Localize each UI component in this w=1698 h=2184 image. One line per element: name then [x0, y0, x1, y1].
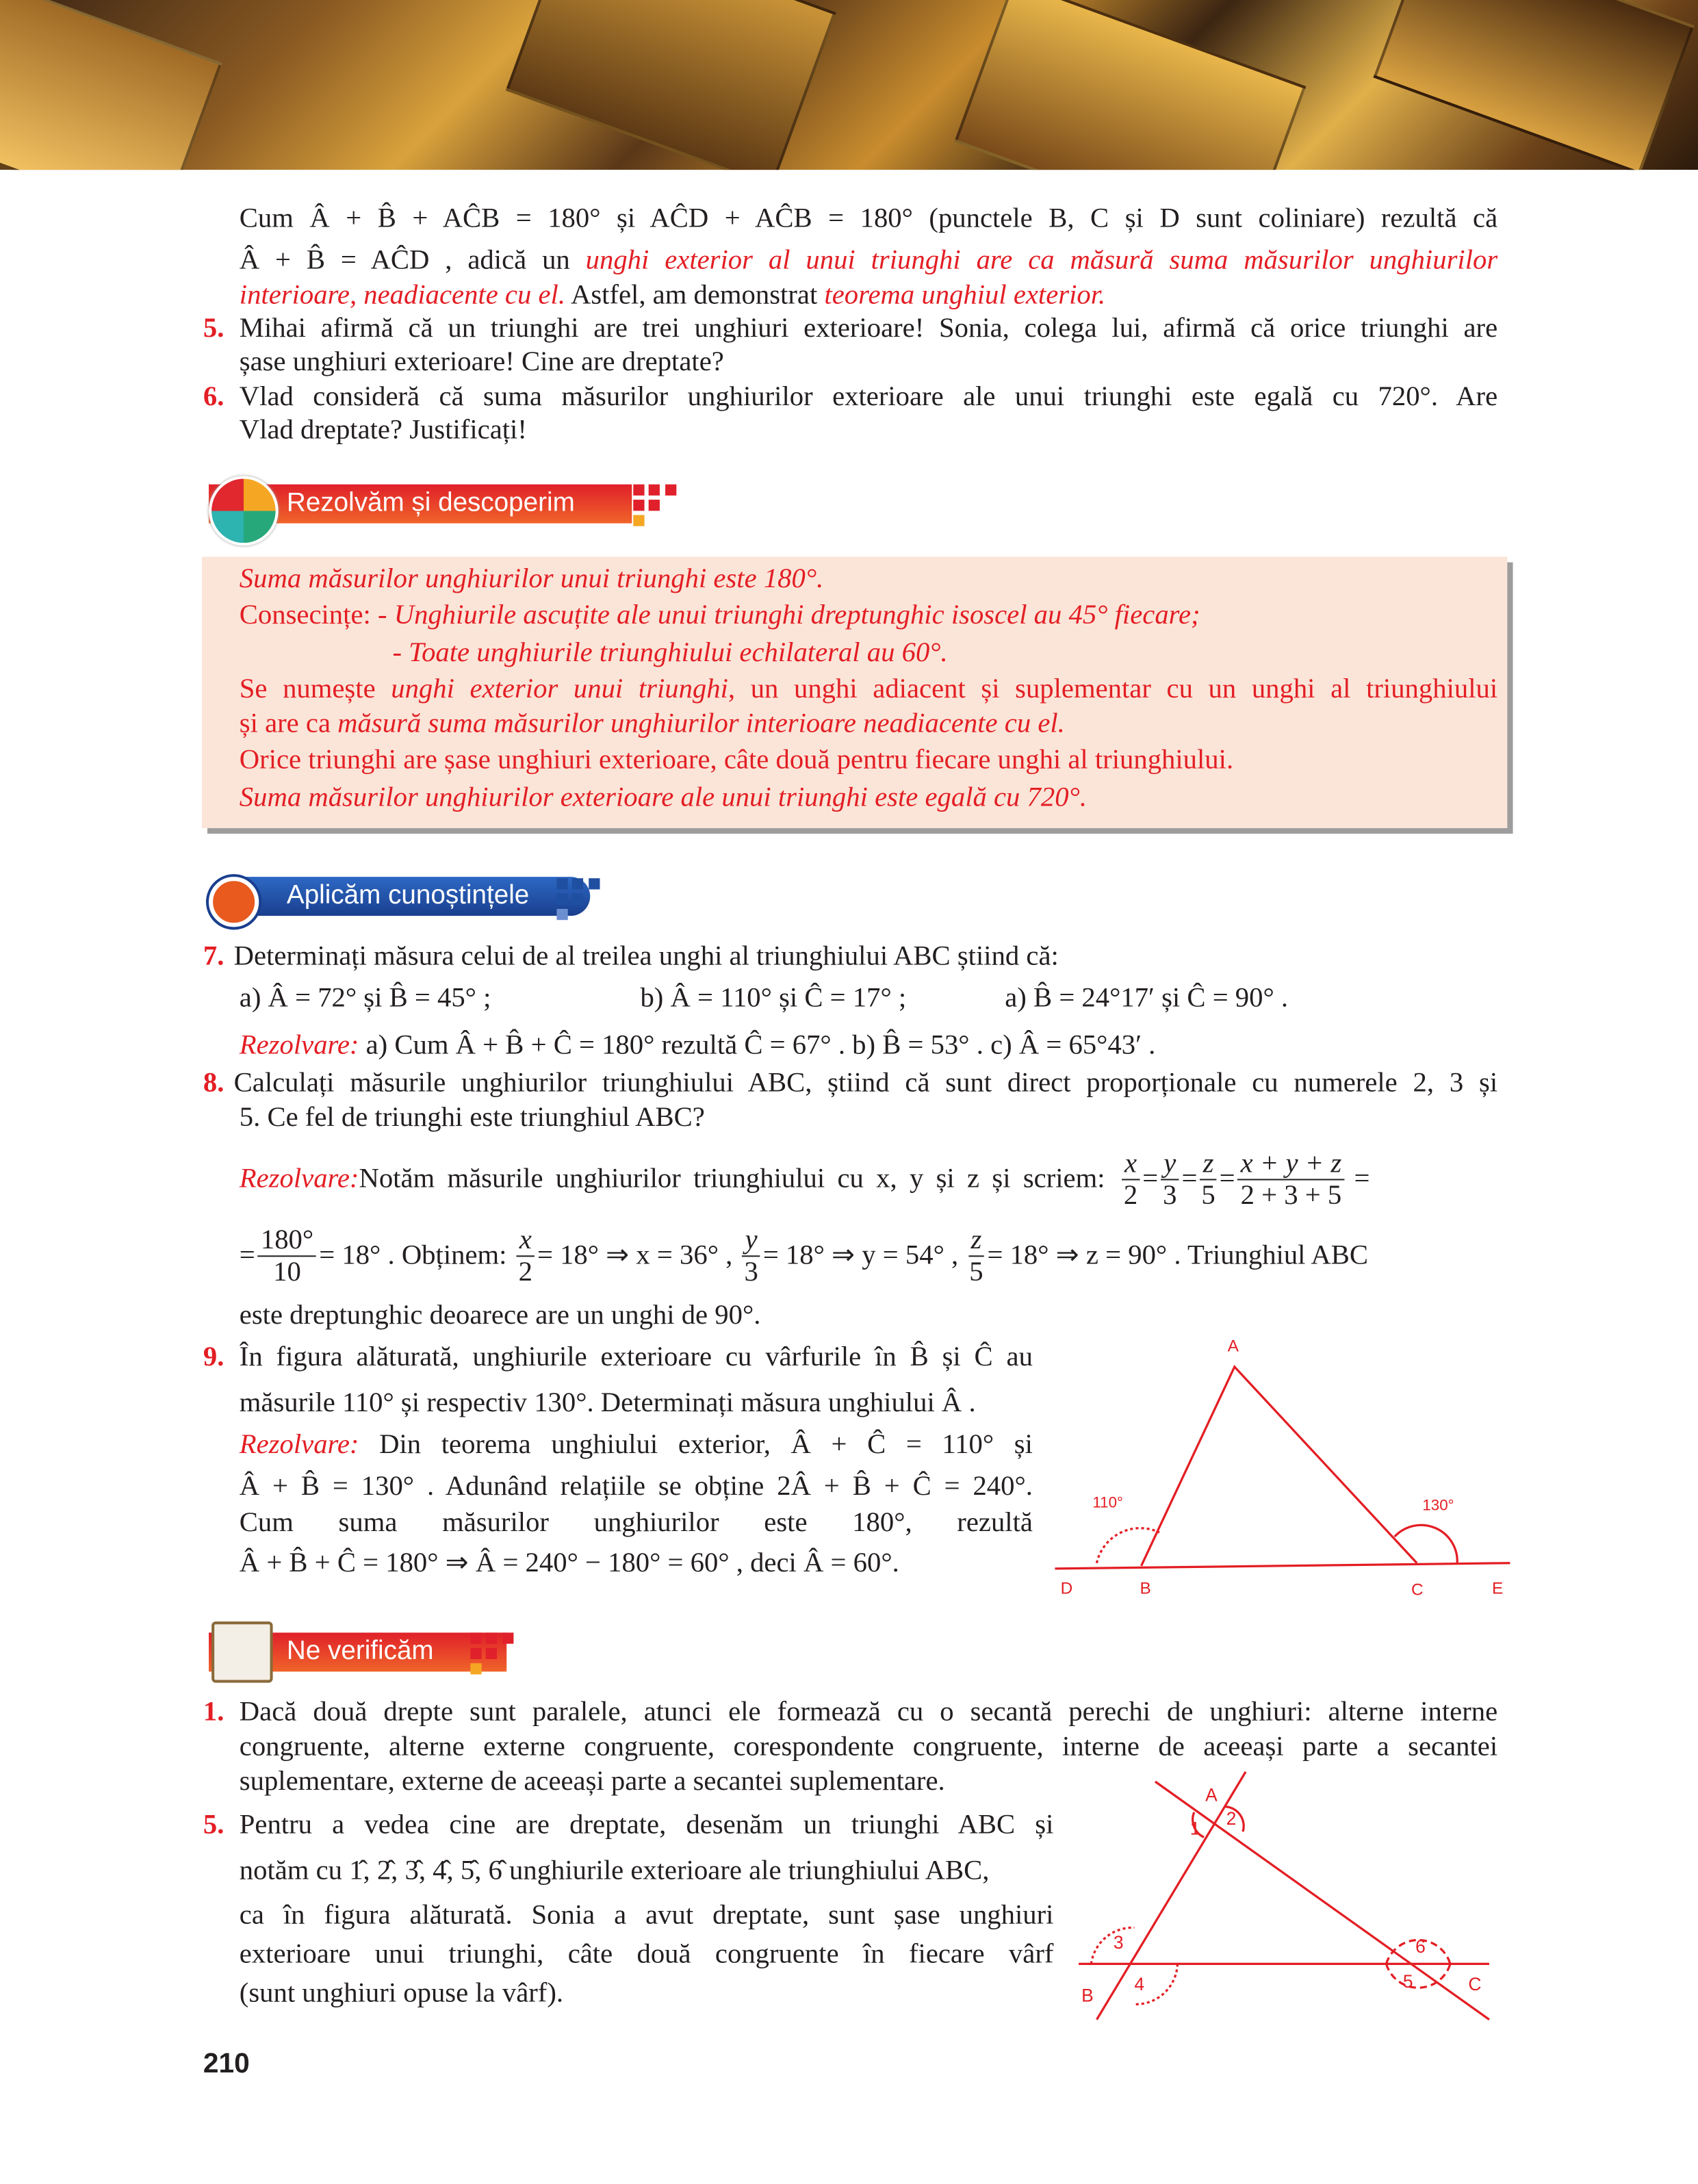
text: Â + B̂ = AĈD , adică un [239, 244, 586, 276]
solution-line: Â + B̂ + Ĉ = 180° ⇒ Â = 240° − 180° = 60° , deci Â = 60°. [239, 1547, 899, 1579]
numerator: x [1122, 1148, 1140, 1180]
fraction [258, 1224, 316, 1287]
decor-square [589, 878, 600, 889]
decor-square [665, 485, 676, 496]
banner-title: Aplicăm cunoștințele [286, 881, 530, 910]
denominator: 2 [518, 1256, 532, 1287]
decor-square [470, 1663, 481, 1674]
summary-line [240, 598, 1497, 632]
answer-text: (sunt unghiuri opuse la vârf). [239, 1977, 564, 2009]
fraction [968, 1224, 984, 1287]
denominator: 5 [969, 1256, 983, 1287]
fraction [743, 1224, 760, 1287]
numerator: y [1161, 1148, 1179, 1180]
highlight-text: unghi exterior al unui triunghi are ca măsură suma măsurilor unghiurilor [585, 244, 1498, 276]
answer-number: 1. [203, 1696, 224, 1727]
label-130: 130° [1422, 1496, 1454, 1514]
solution-line: Cum suma măsurilor unghiurilor este 180°, rezultă [239, 1507, 1033, 1539]
banner-title: Ne verificăm [286, 1636, 434, 1667]
highlight-text: teorema unghiul exterior. [824, 279, 1106, 311]
answer-text: ca în figura alăturată. Sonia a avut dreptate, sunt șase unghiuri [239, 1899, 1054, 1931]
label-a: A [1227, 1337, 1239, 1356]
section-banner-aplicam [209, 877, 590, 916]
decor-square [486, 1648, 497, 1659]
line-ab [1096, 1772, 1246, 2020]
denominator: 2 [1123, 1179, 1138, 1211]
summary-line [240, 672, 1497, 706]
decor-square [649, 500, 660, 511]
summary-line: - Toate unghiurile triunghiului echilateral au 60°. [392, 637, 948, 669]
label-e: E [1492, 1579, 1504, 1598]
fraction [1238, 1148, 1345, 1211]
solution-label: Rezolvare: [239, 1164, 359, 1194]
text: măsură suma măsurilor unghiurilor interioare neadiacente cu el. [337, 708, 1065, 739]
angle-arc-130 [1395, 1525, 1458, 1563]
question-text: În figura alăturată, unghiurile exterioare cu vârfurile în B̂ și Ĉ au [239, 1341, 1033, 1373]
label-b: B [1081, 1985, 1094, 2006]
text: , un unghi adiacent și suplementar cu un unghi al triunghiului [728, 673, 1498, 705]
option-a: a) Â = 72° și B̂ = 45° ; [239, 982, 491, 1014]
fraction [1161, 1148, 1179, 1211]
decor-square [633, 485, 644, 496]
question-number: 6. [203, 381, 224, 412]
line-ac [1155, 1782, 1489, 2020]
numerator: z [968, 1224, 984, 1257]
label-5: 5 [1402, 1970, 1413, 1992]
solution-label: Rezolvare: [239, 1029, 359, 1061]
label-2: 2 [1226, 1808, 1237, 1829]
summary-line [240, 707, 1497, 741]
puzzle-gear-icon [209, 476, 279, 545]
question-number: 7. [203, 940, 224, 972]
triangle-exterior-angles-figure [1051, 1329, 1517, 1608]
solution-line: este dreptunghic deoarece are un unghi de 90°. [239, 1300, 761, 1331]
label-1: 1 [1189, 1818, 1200, 1839]
question-text: șase unghiuri exterioare! Cine are dreptate? [239, 346, 724, 378]
decor-square [556, 909, 567, 920]
label-110: 110° [1092, 1493, 1123, 1511]
label-a: A [1205, 1784, 1218, 1806]
text: Unghiurile ascuțite ale unui triunghi dreptunghic isoscel au 45° fiecare; [394, 600, 1200, 631]
text: = 18° ⇒ z = 90° . Triunghiul ABC [987, 1239, 1369, 1271]
answer-text: notăm cu 1̂, 2̂, 3̂, 4̂, 5̂, 6̂ unghiurile exterioare ale triunghiului ABC, [239, 1855, 990, 1886]
fraction [517, 1224, 535, 1287]
summary-line: Suma măsurilor unghiurilor exterioare ale unui triunghi este egală cu 720°. [239, 782, 1088, 813]
clipboard-icon [211, 1621, 272, 1682]
label-4: 4 [1134, 1974, 1145, 1995]
text: Se numește [239, 673, 391, 705]
question-number: 8. [203, 1067, 224, 1099]
text: = 18° ⇒ x = 36° , [537, 1239, 733, 1271]
intro-line: Cum Â + B̂ + AĈB = 180° și AĈD + AĈB = 180° (punctele B, C și D sunt coliniare) rezultă că [239, 203, 1498, 234]
question-text: Determinați măsura celui de al treilea unghi al triunghiului ABC știind că: [233, 940, 1059, 972]
numerator: 180° [258, 1224, 316, 1257]
text: Notăm măsurile unghiurilor triunghiului cu x, y și z și scriem: [359, 1164, 1105, 1194]
label-d: D [1060, 1579, 1073, 1598]
gear-icon [209, 877, 259, 927]
text: = 18° ⇒ y = 54° , [762, 1239, 959, 1271]
banner-title: Rezolvăm și descoperim [286, 488, 575, 518]
answer-number: 5. [203, 1809, 224, 1840]
text: = 18° . Obținem: [319, 1239, 507, 1271]
decor-square [486, 1632, 497, 1643]
label-c: C [1468, 1974, 1482, 1995]
text: unghi exterior unui triunghi [391, 673, 728, 705]
solution-line: Â + B̂ = 130° . Adunând relațiile se obține 2Â + B̂ + Ĉ = 240°. [239, 1471, 1033, 1502]
question-text: Mihai afirmă că un triunghi are trei unghiuri exterioare! Sonia, colega lui, afirmă că orice triunghi are [239, 313, 1498, 344]
label-6: 6 [1415, 1936, 1426, 1957]
summary-line: Orice triunghi are șase unghiuri exterioare, câte două pentru fiecare unghi al triunghiului. [239, 744, 1234, 775]
angle-3 [1091, 1927, 1134, 1964]
numerator: x + y + z [1238, 1148, 1345, 1180]
solution-line [240, 1428, 1033, 1461]
answer-text: Pentru a vedea cine are dreptate, desenăm un triunghi ABC și [239, 1809, 1054, 1840]
decor-square [572, 894, 583, 905]
question-number: 5. [203, 313, 224, 344]
decor-square [556, 894, 567, 905]
decor-square [649, 485, 660, 496]
numerator: y [743, 1224, 760, 1257]
triangle-abc [1142, 1367, 1417, 1566]
answer-text: congruente, alterne externe congruente, corespondente congruente, interne de aceeași parte a secantei [239, 1731, 1498, 1762]
line-de [1055, 1563, 1510, 1569]
answer-text: Dacă două drepte sunt paralele, atunci ele formează cu o secantă perechi de unghiuri: alterne interne [239, 1696, 1498, 1727]
denominator: 3 [1163, 1179, 1177, 1211]
option-c: a) B̂ = 24°17′ și Ĉ = 90° . [1005, 982, 1289, 1014]
page-number: 210 [203, 2048, 250, 2080]
question-text: măsurile 110° și respectiv 130°. Determinați măsura unghiului Â . [239, 1387, 976, 1419]
decor-square [633, 515, 644, 526]
decor-square [470, 1648, 481, 1659]
question-number: 9. [203, 1341, 224, 1373]
question-text: 5. Ce fel de triunghi este triunghiul ABC? [239, 1102, 705, 1133]
text: și are ca [239, 708, 338, 739]
intro-line [240, 279, 1497, 312]
header-cubes-image [0, 0, 1698, 170]
denominator: 3 [744, 1256, 758, 1287]
answer-text: suplementare, externe de aceeași parte a secantei suplementare. [239, 1766, 945, 1797]
decor-square [572, 878, 583, 889]
text: a) Cum Â + B̂ + Ĉ = 180° rezultă Ĉ = 67° . b) B̂ = 53° . c) Â = 65°43′ . [359, 1029, 1156, 1061]
intro-line [240, 244, 1497, 277]
highlight-text: interioare, neadiacente cu el. [239, 279, 566, 311]
fraction [1200, 1148, 1217, 1211]
solution-line: Rezolvare: Notăm măsurile unghiurilor triunghiului cu x, y și z și scriem: $\frac{x}{2}$ = $\frac{y}{3}$ = $\frac{z}{5}$ = $\frac{x + y + z}{2 + 3 + 5}$ = [239, 1147, 1370, 1211]
numerator: z [1200, 1148, 1217, 1180]
decor-square [556, 878, 567, 889]
question-text: Calculați măsurile unghiurilor triunghiului ABC, știind că sunt direct proporționale cu numerele 2, 3 și [233, 1067, 1498, 1099]
fraction [1122, 1148, 1140, 1211]
decor-square [502, 1632, 513, 1643]
text: Astfel, am demonstrat [565, 279, 825, 311]
question-text: Vlad dreptate? Justificați! [239, 415, 527, 446]
numerator: x [517, 1224, 535, 1257]
solution-label: Rezolvare: [239, 1429, 359, 1461]
question-text: Vlad consideră că suma măsurilor unghiurilor exterioare ale unui triunghi este egală cu 720°. Are [239, 381, 1498, 412]
solution-line: = $\frac{180^\circ}{10}$ = 18° . Obținem: $\frac{x}{2}$ = 18° ⇒ x = 36° , $\frac{y}{3}$ = 18° ⇒ y = 54° , $\frac{z}{5}$ = 18° ⇒ z = 90° . Triunghiul ABC [239, 1224, 1369, 1287]
denominator: 10 [273, 1256, 301, 1287]
solution-line [240, 1029, 1497, 1062]
option-b: b) Â = 110° și Ĉ = 17° ; [640, 982, 907, 1014]
text: Din teorema unghiului exterior, Â + Ĉ = 110° și [359, 1429, 1033, 1461]
decor-square [470, 1632, 481, 1643]
decor-square [633, 500, 644, 511]
denominator: 2 + 3 + 5 [1240, 1179, 1342, 1211]
summary-line: Suma măsurilor unghiurilor unui triunghi este 180°. [239, 563, 824, 595]
six-exterior-angles-figure [1072, 1765, 1503, 2029]
label-3: 3 [1113, 1932, 1124, 1953]
denominator: 5 [1201, 1179, 1215, 1211]
answer-text: exterioare unui triunghi, câte două congruente în fiecare vârf [239, 1938, 1054, 1970]
label-b: B [1140, 1579, 1151, 1598]
text: Consecințe: - [239, 600, 394, 631]
label-c: C [1411, 1580, 1424, 1600]
